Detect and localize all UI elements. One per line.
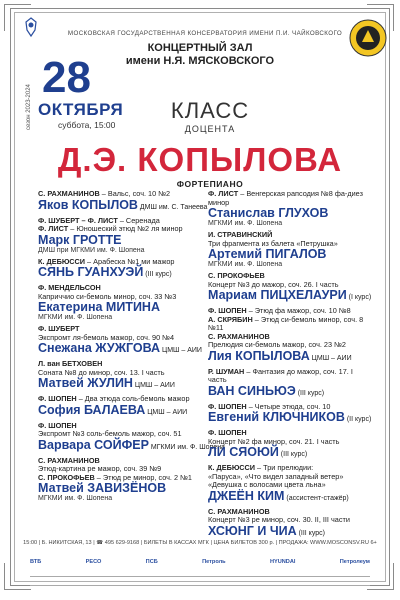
performer-name (208, 248, 368, 261)
hall-line-2: имени Н.Я. МЯСКОВСКОГО (125, 55, 275, 67)
work-title: Экспромт ля-бемоль мажор, соч. 90 №4 (38, 332, 175, 342)
performer-name (38, 437, 225, 454)
composer: Ф. ШУБЕРТ – Ф. ЛИСТ (38, 215, 118, 225)
performer-school: МГКМИ им. Ф. Шопена (148, 443, 225, 451)
program-item (38, 360, 206, 392)
conservatory-name: МОСКОВСКАЯ ГОСУДАРСТВЕННАЯ КОНСЕРВАТОРИЯ ИМЕНИ П.И. ЧАЙКОВСКОГО (67, 30, 343, 37)
season-label: сезон 2023-2024 (26, 84, 32, 130)
conservatory-seal-icon (348, 18, 388, 58)
composer: К. ДЕБЮССИ (38, 256, 86, 266)
performer-name (38, 301, 206, 314)
performer-school: (I курс) (346, 294, 372, 301)
sponsor-logo: ПСБ (145, 559, 158, 565)
composer: С. РАХМАНИНОВ (208, 506, 270, 516)
composer: Л. ван БЕТХОВЕН (38, 359, 103, 368)
program-item (208, 307, 368, 365)
work-title: Концерт №3 ре минор, соч. 30. II, III части (208, 515, 350, 524)
sponsor-logo: ВТБ (30, 559, 42, 565)
work-line (208, 190, 368, 207)
program-item (208, 368, 368, 400)
footer-info: 15:00 | Б. НИКИТСКАЯ, 13 | ☎ 495 629-9168 | БИЛЕТЫ В КАССАХ МГК | ЦЕНА БИЛЕТОВ 300 р. | ПРОДАЖА: WWW.MOSCONSV.RU 6+ (23, 540, 377, 546)
work-title: Прелюдия си-бемоль мажор, соч. 23 №2 (208, 340, 346, 349)
program-item (38, 217, 206, 255)
work-title: Три фрагмента из балета «Петрушка» (208, 238, 338, 248)
work-title: – Серенада (117, 215, 160, 225)
teacher-name: Д.Э. КОПЫЛОВА (57, 141, 343, 178)
program-right-column (208, 189, 372, 543)
program-item (38, 395, 206, 419)
composer: С. ПРОКОФЬЕВ (38, 472, 95, 482)
performer-label: Евгений КЛЮЧНИКОВ (208, 410, 345, 424)
performer-label: Яков КОПЫЛОВ (38, 197, 138, 212)
composer: Ф. ШУБЕРТ (38, 324, 80, 333)
composer: Р. ШУМАН (208, 366, 245, 376)
performer-name (38, 199, 206, 214)
work-title: – Этюд ре минор, соч. 2 №1 (94, 472, 192, 482)
program-item (208, 508, 368, 540)
performer-label: ХСЮНГ И ЧИА (208, 523, 297, 538)
performer-label: Артемий ПИГАЛОВ (208, 247, 327, 261)
program-item (38, 457, 206, 504)
performer-school: ЦМШ – АИИ (145, 408, 188, 416)
performer-name (38, 404, 206, 419)
performer-name (208, 207, 368, 220)
sponsor-logo: Петроль (202, 559, 226, 565)
concert-month: ОКТЯБРЯ (38, 100, 124, 119)
performer-school: ДМШ им. С. Танеева (137, 203, 208, 211)
performer-label: Лия КОПЫЛОВА (208, 348, 310, 363)
performer-name (208, 385, 368, 400)
composer: С. РАХМАНИНОВ (208, 331, 270, 341)
composer: С. РАХМАНИНОВ (38, 455, 100, 465)
performer-label: Станислав ГЛУХОВ (208, 206, 329, 220)
composer: А. СКРЯБИН (208, 314, 253, 324)
composer: С. ПРОКОФЬЕВ (208, 271, 265, 280)
performer-school: (III курс) (295, 389, 325, 397)
performer-school: (III курс) (143, 271, 172, 278)
performer-label: ВАН СИНЬЮЭ (208, 383, 296, 398)
performer-label: Марк ГРОТТЕ (38, 232, 122, 247)
program-item (208, 464, 368, 505)
performer-school: (ассистент-стажёр) (284, 494, 349, 502)
instrument-label: ФОРТЕПИАНО (176, 179, 244, 189)
composer: Ф. ШОПЕН (208, 306, 247, 315)
composer: С. РАХМАНИНОВ (38, 189, 100, 198)
performer-label: Мариам ПИЦХЕЛАУРИ (208, 288, 347, 302)
program-item (208, 271, 372, 304)
work-title: Каприччио си-бемоль минор, соч. 33 №3 (38, 291, 177, 301)
work-title: – Три прелюдии: (255, 463, 314, 472)
performer-name (38, 234, 206, 247)
performer-school: ЦМШ – АИИ (132, 382, 175, 389)
sponsor-logo: Петролеум (339, 559, 370, 565)
sponsor-logo: РЕСО (85, 559, 102, 565)
program-left-column (38, 189, 225, 506)
work-title: – Этюд фа мажор, соч. 10 №8 (246, 306, 351, 315)
corner-ornament (367, 563, 394, 590)
concert-day: 28 (42, 53, 91, 102)
performer-label: ЛИ СЯОЮЙ (208, 445, 279, 459)
performer-school: (III курс) (296, 529, 325, 537)
work-title: – Арабеска №1 ми мажор (85, 256, 175, 266)
work-title: «Паруса», «Что видел западный ветер» (208, 471, 344, 481)
program-item (208, 231, 368, 269)
performer-school: ЦМШ – АИИ (160, 347, 202, 354)
work-title: Соната №8 до минор, соч. 13. I часть (38, 367, 165, 377)
performer-school: ЦМШ – АИИ (309, 354, 352, 362)
work-line (208, 316, 368, 333)
work-title: Концерт №3 до мажор, соч. 26. I часть (208, 279, 339, 289)
work-title: – Два этюда соль-бемоль мажор (76, 394, 190, 403)
composer: Ф. ШОПЕН (38, 420, 77, 430)
performer-school: МГКМИ им. Ф. Шопена (208, 261, 283, 268)
performer-name (38, 342, 206, 357)
composer: Ф. ШОПЕН (208, 401, 247, 411)
performer-label: Снежана ЖУЖГОВА (38, 341, 161, 355)
composer: И. СТРАВИНСКИЙ (208, 230, 273, 239)
composer: Ф. ЛИСТ (38, 224, 69, 233)
ministry-emblem-icon (20, 16, 42, 38)
work-line (208, 368, 368, 385)
performer-label: Матвей ЗАВИЗЁНОВ (38, 481, 167, 495)
performer-name (38, 482, 206, 495)
program-item (38, 325, 206, 357)
performer-name (208, 446, 368, 461)
performer-name (38, 377, 206, 392)
program-item (208, 429, 368, 461)
work-title: Этюд-картина ре мажор, соч. 39 №9 (38, 464, 162, 473)
work-title: – Этюд си-бемоль минор, соч. 8 №11 (208, 314, 364, 332)
composer: Ф. МЕНДЕЛЬСОН (38, 283, 101, 292)
performer-label: София БАЛАЕВА (38, 402, 146, 417)
performer-name (208, 410, 372, 426)
sponsor-strip (30, 556, 370, 568)
composer: Ф. ЛИСТ (208, 189, 239, 198)
work-title: – Юношеский этюд №2 ля минор (68, 224, 183, 233)
performer-label: Варвара СОЙФЕР (38, 437, 149, 452)
work-title: – Венгерская рапсодия №8 фа-диез минор (208, 189, 363, 207)
sponsor-logo: HYUNDAI (269, 559, 296, 565)
composer: К. ДЕБЮССИ (208, 463, 256, 472)
work-title: Экспромт №3 соль-бемоль мажор, соч. 51 (38, 429, 182, 438)
performer-label: Матвей ЖУЛИН (38, 376, 133, 390)
performer-school: МГКМИ им. Ф. Шопена (38, 314, 113, 321)
work-title: – Фантазия до мажор, соч. 17. I часть (208, 366, 353, 384)
performer-name (208, 525, 368, 540)
docent-label: ДОЦЕНТА (184, 124, 236, 134)
performer-school: МГКМИ им. Ф. Шопена (208, 220, 283, 227)
performer-school: ДМШ при МГКМИ им. Ф. Шопена (38, 246, 145, 254)
work-title: «Девушка с волосами цвета льна» (208, 480, 326, 489)
performer-name (208, 350, 368, 365)
work-title: Концерт №2 фа минор, соч. 21. I часть (208, 436, 340, 446)
composer: Ф. ШОПЕН (208, 428, 247, 437)
performer-school: МГКМИ им. Ф. Шопена (38, 495, 113, 502)
decorative-ribbon (30, 576, 370, 586)
performer-label: ДЖЕЁН КИМ (208, 488, 285, 503)
performer-name (38, 266, 206, 281)
class-label: КЛАСС (170, 98, 250, 123)
program-item (208, 401, 372, 427)
performer-label: СЯНЬ ГУАНХУЭЙ (38, 265, 144, 279)
performer-name (208, 288, 372, 304)
program-item (38, 258, 206, 282)
performer-school: (III курс) (278, 451, 308, 458)
hall-line-1: КОНЦЕРТНЫЙ ЗАЛ (147, 42, 253, 54)
work-title: – Четыре этюда, соч. 10 (246, 401, 331, 411)
program-item (38, 420, 225, 454)
corner-ornament (4, 563, 31, 590)
performer-name (208, 490, 368, 505)
hall-title (110, 42, 290, 68)
concert-time: суббота, 15:00 (58, 120, 116, 130)
program-item (38, 190, 206, 214)
work-title: – Вальс, соч. 10 №2 (99, 189, 171, 198)
composer: Ф. ШОПЕН (38, 394, 77, 403)
program-item (38, 284, 206, 322)
performer-school: (II курс) (344, 416, 372, 423)
program-item (208, 190, 368, 228)
performer-label: Екатерина МИТИНА (38, 300, 160, 314)
